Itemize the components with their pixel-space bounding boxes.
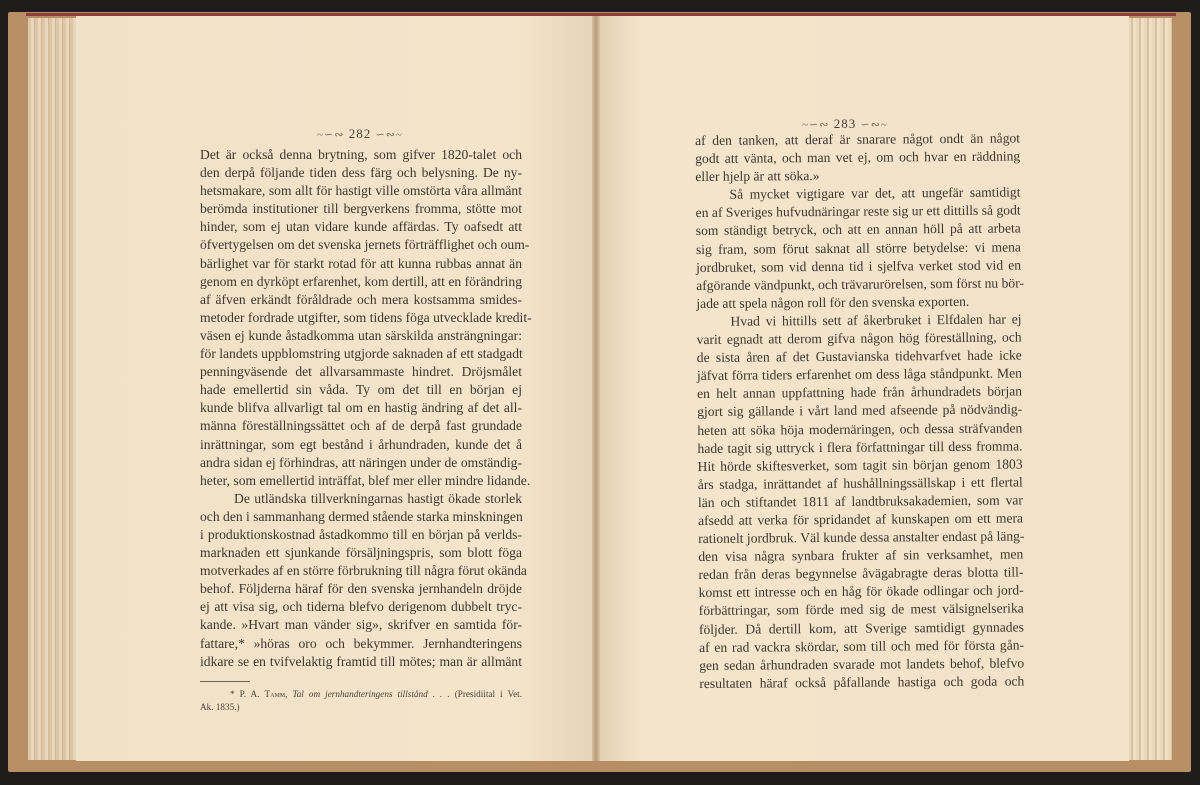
text-line: afsedd att verka för spridandet af kunskapen om ett mera bbox=[697, 510, 1024, 528]
text-line: männa föreställningssättet och af de derpå fast grundade bbox=[200, 418, 522, 434]
text-line: redan från deras begynnelse åvägabragte deras blotta till- bbox=[698, 564, 1024, 583]
footnote bbox=[200, 688, 522, 714]
text-line: län och stiftandet 1811 af landtbruksakademien, som var bbox=[697, 492, 1023, 510]
left-page-number bbox=[300, 126, 420, 142]
text-line: godt att vänta, och man vet ej, om och hvar en räddning bbox=[695, 148, 1021, 167]
text-line: kande. »Hvart man vänder sig», skrifver en samtida för- bbox=[200, 617, 522, 633]
text-line: resultaten häraf också påfallande hastiga och goda och bbox=[699, 673, 1025, 691]
text-line: berömda institutioner till bergverkens fromma, stötte mot bbox=[200, 201, 522, 217]
text-line: af en rad vackra skördar, som till och med för första gån- bbox=[698, 637, 1025, 655]
text-line: andra sidan ej förhindras, att näringen under de omständig- bbox=[200, 454, 522, 470]
text-line: bärlighet var för starkt rotad för att kunna rubbas annat än bbox=[200, 255, 522, 271]
text-line: jordbruket, som vid denna tid i sjelfva verket stod vid en bbox=[696, 257, 1022, 275]
footnote-author: Tamm, bbox=[264, 688, 288, 699]
text-line: de sista åren af det Gustavianska tidehvarfvet hade icke bbox=[696, 347, 1022, 366]
text-line: hinder, som ej utan vidare kunde affärdas. Ty oafsedt att bbox=[200, 219, 522, 235]
ornament-icon: ∽∾~ bbox=[375, 129, 403, 141]
text-line: gen sedan århundraden svarade mot landets behof, blefvo bbox=[699, 655, 1025, 673]
text-line: Det är också denna brytning, som gifver 1820-talet och bbox=[200, 147, 522, 162]
page-number: 282 bbox=[348, 126, 372, 141]
footnote-title: Tal om jernhandteringens tillstånd . . . bbox=[292, 688, 450, 699]
text-line: af den tanken, att deraf är snarare något ondt än något bbox=[695, 130, 1021, 148]
text-line: Hvad vi hittills sett af åkerbruket i Elfdalen har ej bbox=[730, 311, 1022, 329]
page-edges-right bbox=[1128, 18, 1172, 760]
ornament-icon: ~∽∾ bbox=[317, 129, 345, 141]
text-line: behof. Följderna häraf för den svenska jernhandeln dröjde bbox=[200, 581, 522, 597]
text-line: jäfvat förra tiders erfarenhet om dess låga ståndpunkt. Men bbox=[696, 365, 1022, 384]
text-line: gjort sig gällande i vårt land med afseende på nödvändig- bbox=[697, 401, 1023, 420]
text-line: i produktionskostnad åstadkommo till en början på verlds- bbox=[200, 526, 522, 542]
text-line: hade tagit sig uttryck i flera författningar till dess fromma. bbox=[697, 438, 1023, 456]
text-line: afgörande vändpunkt, och trävarurörelsen, som först nu bör- bbox=[696, 275, 1025, 293]
text-line: fattare,* »höras oro och bekymmer. Jernhandteringens bbox=[200, 635, 522, 651]
book-gutter bbox=[592, 16, 600, 761]
text-line: De utländska tillverkningarnas hastigt ökade storlek bbox=[234, 490, 522, 506]
text-line: en helt annan uppfattning hade från århundradets början bbox=[696, 383, 1023, 402]
text-line: heter, som emellertid inträffat, blef mer eller mindre lidande. bbox=[200, 472, 531, 488]
text-line: Så mycket vigtigare var det, att ungefär samtidigt bbox=[729, 184, 1021, 203]
text-line: af äfven erkändt föråldrade och mera kostsamma smides- bbox=[200, 291, 522, 307]
ornament-icon: ∽∾~ bbox=[860, 119, 888, 131]
text-line: kunde blifva allvarligt tal om en hastig ändring af det all- bbox=[200, 400, 522, 416]
text-line: genom en dyrköpt erfarenhet, kom dertill, att en förändring bbox=[200, 273, 522, 289]
left-page-body bbox=[200, 146, 532, 714]
page-edges-left bbox=[28, 18, 76, 760]
text-line: för landets uppblomstring utgjorde saknaden af ett stadgadt bbox=[200, 346, 523, 362]
text-line: rationelt jordbruk. Väl kunde dessa anstalter endast på läng- bbox=[698, 528, 1025, 547]
text-line: ej att visa sig, och tiderna blefvo derigenom dubbelt tryc- bbox=[200, 599, 522, 615]
footnote-line-2: Ak. 1835.) bbox=[200, 701, 240, 712]
text-line: en af Sveriges hufvudnäringar reste sig ur ett dittills så godt bbox=[695, 202, 1021, 221]
text-line: marknaden ett sjunkande försäljningspris, som blott föga bbox=[200, 545, 522, 561]
text-line: års stadga, inrättandet af hushållningssällskap i ett flertal bbox=[697, 474, 1023, 492]
text-line: hetsmakare, som allt för hastigt ville omstörta våra allmänt bbox=[200, 183, 522, 199]
text-line: idkare se en tvifvelaktig framtid till mötes; man är allmänt bbox=[200, 653, 522, 669]
text-line: sig fram, som förut saknat all större betydelse: vi mena bbox=[695, 239, 1021, 257]
text-line: Hit hörde skiftesverket, som tagit sin början genom 1803 bbox=[697, 456, 1023, 474]
text-line: inrättningar, som egt bestånd i århundraden, kunde det å bbox=[200, 436, 522, 452]
text-line: penningväsende det allvarsammaste hindret. Dröjsmålet bbox=[200, 364, 522, 380]
text-line: eller hjelp är att söka.» bbox=[695, 168, 820, 185]
right-page-body bbox=[695, 129, 1024, 692]
text-line: och den i sammanhang dermed stående starka minskningen bbox=[200, 508, 523, 524]
text-line: förbättringar, som förde med sig de mest välsignelserika bbox=[698, 600, 1024, 619]
text-line: motverkades af en större förbrukning till några förut okända bbox=[200, 563, 527, 579]
text-line: metoder fordrade utgifter, som tidens föga utvecklade kredit- bbox=[200, 309, 532, 325]
text-line: väsen ej kunde åstadkomma utan särskilda ansträngningar: bbox=[200, 327, 522, 343]
text-line: komst ett intresse och en håg för ökade odlingar och jord- bbox=[698, 582, 1024, 601]
text-line: jade att spela någon roll för den svenska exporten. bbox=[696, 293, 970, 311]
footnote-rule bbox=[200, 681, 250, 682]
text-line: följder. Då dertill kom, att Sverige samtidigt gynnades bbox=[698, 618, 1024, 637]
text-line: varit egnadt att derom gifva någon hög föreställning, och bbox=[696, 329, 1022, 348]
text-line: som ständigt betryck, och att en annan höll på att arbeta bbox=[695, 220, 1021, 239]
text-line: hade emellertid sin våda. Ty om det till en början ej bbox=[200, 382, 522, 398]
text-line: heten att söka höja modernäringen, och dessa sträfvanden bbox=[697, 419, 1023, 438]
text-line: öfvertygelsen om det svenska jernets förträfflighet och oum- bbox=[200, 237, 530, 253]
footnote-marker: * P. A. bbox=[230, 688, 260, 699]
text-line: den visa några synbara frukter af sin verksamhet, men bbox=[698, 546, 1024, 565]
text-line: den derpå följande tiden dess färg och belysning. De ny- bbox=[200, 165, 522, 181]
ornament-icon: ~∽∾ bbox=[802, 119, 830, 131]
footnote-note: (Presidiital i Vet. bbox=[454, 688, 522, 699]
page-number: 283 bbox=[833, 116, 857, 131]
